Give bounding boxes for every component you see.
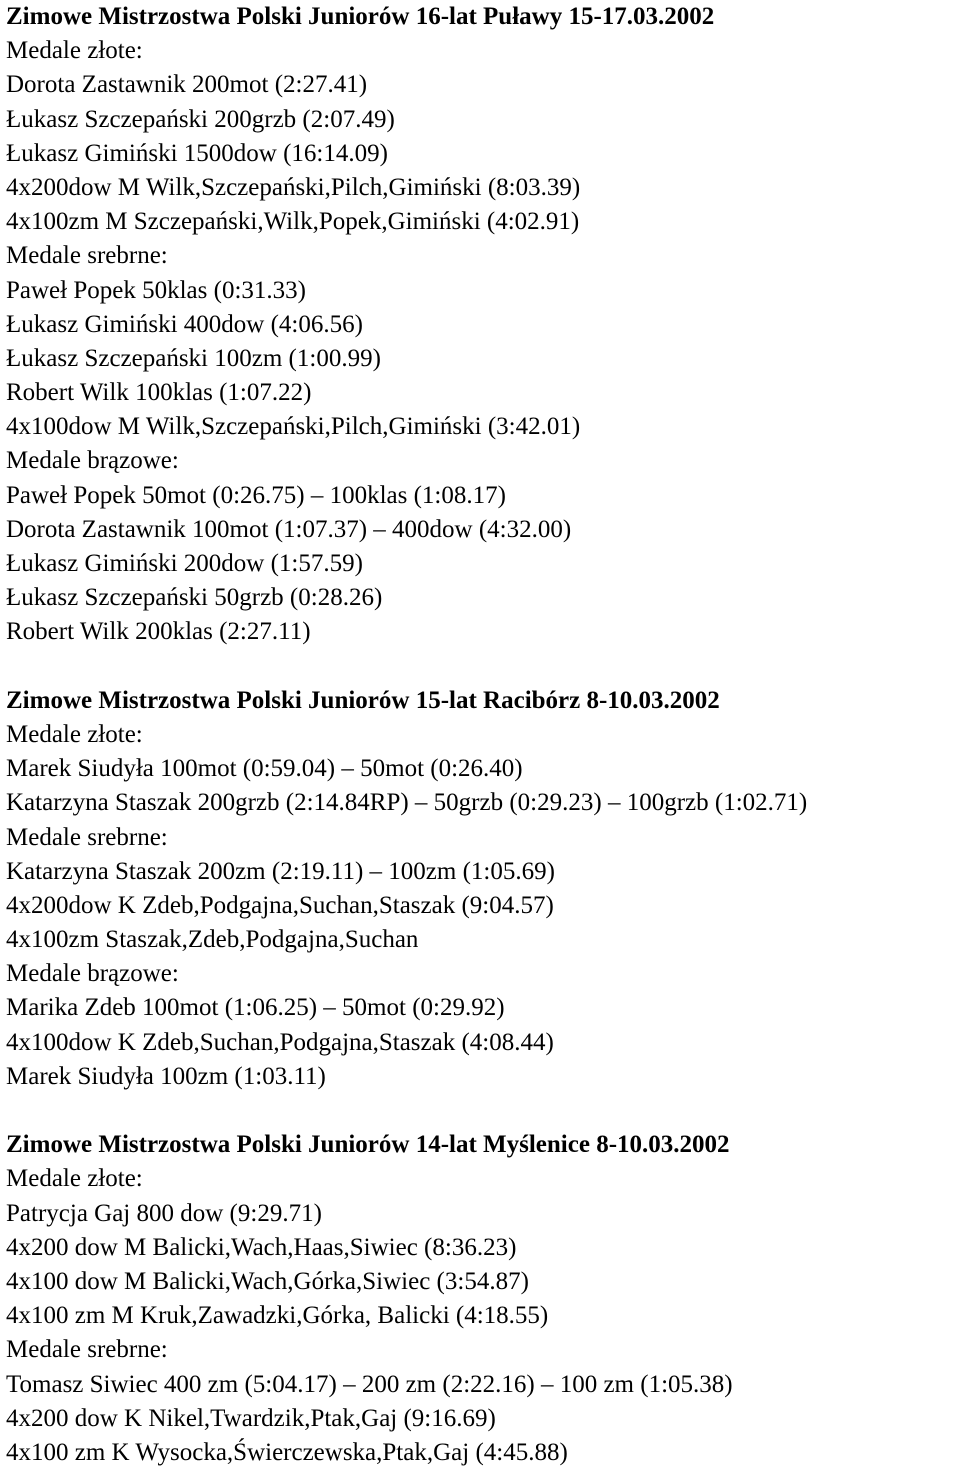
- result-line: Dorota Zastawnik 200mot (2:27.41): [6, 71, 368, 99]
- result-line: 4x100 zm K Wysocka,Świerczewska,Ptak,Gaj (4:45.88): [6, 1438, 568, 1466]
- result-line: 4x200dow M Wilk,Szczepański,Pilch,Gimiński (8:03.39): [6, 173, 581, 201]
- result-line: Patrycja Gaj 800 dow (9:29.71): [6, 1199, 322, 1227]
- result-line: 4x100dow M Wilk,Szczepański,Pilch,Gimiński (3:42.01): [6, 413, 581, 441]
- medal-group: [6, 718, 956, 821]
- result-line: 4x100zm M Szczepański,Wilk,Popek,Gimiński (4:02.91): [6, 208, 580, 236]
- result-line: Robert Wilk 200klas (2:27.11): [6, 618, 311, 646]
- result-line: Paweł Popek 50klas (0:31.33): [6, 276, 306, 304]
- championship-title: Zimowe Mistrzostwa Polski Juniorów 15-lat Racibórz 8-10.03.2002: [6, 686, 720, 714]
- result-line: 4x100 zm M Kruk,Zawadzki,Górka, Balicki (4:18.55): [6, 1302, 549, 1330]
- result-line: Paweł Popek 50mot (0:26.75) – 100klas (1:08.17): [6, 481, 506, 509]
- result-line: Łukasz Gimiński 400dow (4:06.56): [6, 310, 363, 338]
- medal-heading: Medale brązowe:: [6, 960, 179, 988]
- medal-heading: Medale złote:: [6, 720, 143, 748]
- result-line: Marek Siudyła 100zm (1:03.11): [6, 1062, 326, 1090]
- medal-group: [6, 444, 956, 649]
- result-line: 4x100 dow M Balicki,Wach,Górka,Siwiec (3:54.87): [6, 1267, 529, 1295]
- result-line: Łukasz Gimiński 1500dow (16:14.09): [6, 139, 388, 167]
- medal-group: [6, 1162, 956, 1333]
- result-line: Łukasz Szczepański 100zm (1:00.99): [6, 344, 381, 372]
- medal-group: [6, 1333, 956, 1470]
- result-line: 4x200 dow M Balicki,Wach,Haas,Siwiec (8:36.23): [6, 1233, 517, 1261]
- medal-heading: Medale srebrne:: [6, 1336, 168, 1364]
- result-line: 4x200dow K Zdeb,Podgajna,Suchan,Staszak (9:04.57): [6, 891, 554, 919]
- result-line: Robert Wilk 100klas (1:07.22): [6, 379, 312, 407]
- medal-group: [6, 34, 956, 239]
- result-line: Łukasz Szczepański 200grzb (2:07.49): [6, 105, 395, 133]
- result-line: Marika Zdeb 100mot (1:06.25) – 50mot (0:29.92): [6, 994, 505, 1022]
- result-line: Łukasz Szczepański 50grzb (0:28.26): [6, 584, 383, 612]
- result-line: 4x200 dow K Nikel,Twardzik,Ptak,Gaj (9:16.69): [6, 1404, 496, 1432]
- result-line: Katarzyna Staszak 200zm (2:19.11) – 100zm (1:05.69): [6, 857, 555, 885]
- result-line: 4x100zm Staszak,Zdeb,Podgajna,Suchan: [6, 926, 419, 954]
- result-line: Tomasz Siwiec 400 zm (5:04.17) – 200 zm (2:22.16) – 100 zm (1:05.38): [6, 1370, 733, 1398]
- medal-heading: Medale brązowe:: [6, 447, 179, 475]
- championship-title: Zimowe Mistrzostwa Polski Juniorów 14-lat Myślenice 8-10.03.2002: [6, 1131, 730, 1159]
- championship-section: [6, 684, 956, 1094]
- document-page: [6, 0, 956, 1470]
- result-line: Łukasz Gimiński 200dow (1:57.59): [6, 550, 363, 577]
- section-spacer: [6, 1094, 956, 1128]
- result-line: Katarzyna Staszak 200grzb (2:14.84RP) – 50grzb (0:29.23) – 100grzb (1:02.71): [6, 789, 808, 817]
- championship-section: [6, 1128, 956, 1470]
- medal-heading: Medale srebrne:: [6, 242, 168, 270]
- medal-group: [6, 239, 956, 444]
- section-spacer: [6, 650, 956, 684]
- result-line: Dorota Zastawnik 100mot (1:07.37) – 400dow (4:32.00): [6, 515, 572, 543]
- result-line: 4x100dow K Zdeb,Suchan,Podgajna,Staszak (4:08.44): [6, 1028, 554, 1056]
- medal-heading: Medale srebrne:: [6, 823, 168, 851]
- result-line: Marek Siudyła 100mot (0:59.04) – 50mot (0:26.40): [6, 755, 523, 783]
- medal-group: [6, 957, 956, 1094]
- medal-heading: Medale złote:: [6, 37, 143, 65]
- championship-section: [6, 0, 956, 650]
- medal-group: [6, 821, 956, 958]
- championship-title: Zimowe Mistrzostwa Polski Juniorów 16-lat Puławy 15-17.03.2002: [6, 3, 715, 30]
- medal-heading: Medale złote:: [6, 1165, 143, 1193]
